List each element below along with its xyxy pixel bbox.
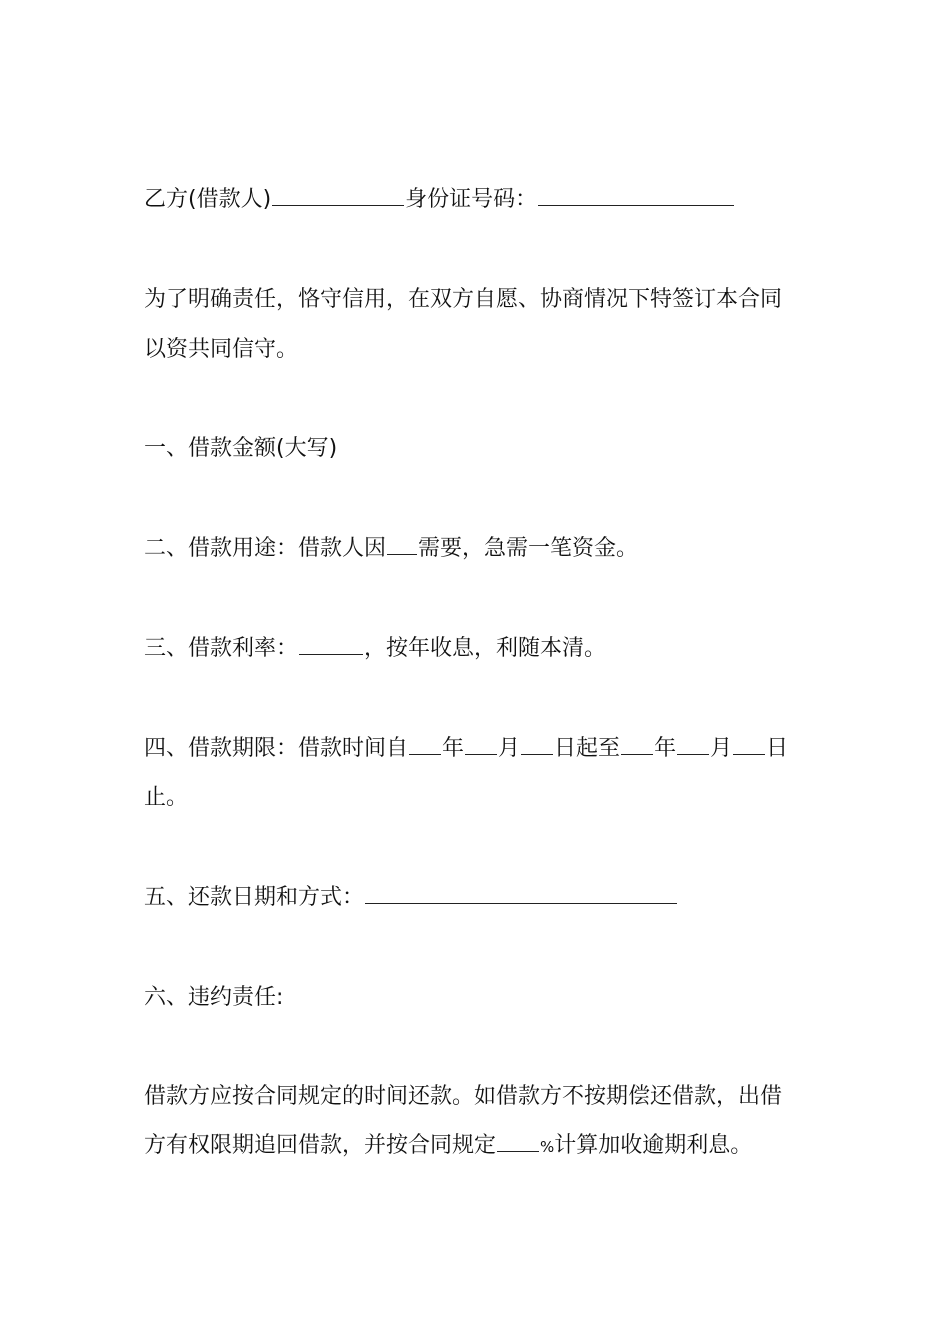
party-b-line <box>144 185 735 215</box>
clause-4-line-2: 止。 <box>144 785 189 810</box>
intro-line-1: 为了明确责任，恪守信用，在双方自愿、协商情况下特签订本合同 <box>144 287 783 312</box>
clause-3-rate <box>144 634 606 664</box>
clause-4-term <box>144 734 788 764</box>
overdue-rate-blank[interactable] <box>497 1131 539 1152</box>
clause-3-prefix: 三、借款利率： <box>144 636 299 661</box>
id-number-blank[interactable] <box>538 185 734 206</box>
clause-6-breach: 六、违约责任: <box>144 985 284 1010</box>
end-month-label: 月 <box>710 736 733 761</box>
clause-4-prefix: 四、借款期限：借款时间自 <box>144 736 409 761</box>
end-year-blank[interactable] <box>621 734 653 755</box>
party-b-label: 乙方(借款人) <box>144 187 272 212</box>
start-day-blank[interactable] <box>521 734 553 755</box>
borrower-name-blank[interactable] <box>272 185 404 206</box>
breach-line-2-prefix: 方有权限期追回借款，并按合同规定 <box>144 1133 497 1158</box>
breach-line-2-suffix: 计算加收逾期利息。 <box>554 1133 753 1158</box>
end-month-blank[interactable] <box>677 734 709 755</box>
clause-2-suffix: 需要，急需一笔资金。 <box>418 536 639 561</box>
clause-5-repayment <box>144 883 678 913</box>
id-number-label: 身份证号码： <box>405 187 538 212</box>
start-month-blank[interactable] <box>465 734 497 755</box>
rate-blank[interactable] <box>299 634 363 655</box>
clause-5-label: 五、还款日期和方式： <box>144 885 365 910</box>
start-year-blank[interactable] <box>409 734 441 755</box>
start-year-label: 年 <box>442 736 465 761</box>
intro-line-2: 以资共同信守。 <box>144 337 299 362</box>
breach-line-2 <box>144 1131 752 1162</box>
end-year-label: 年 <box>654 736 677 761</box>
breach-line-1: 借款方应按合同规定的时间还款。如借款方不按期偿还借款，出借 <box>144 1084 783 1109</box>
clause-1-amount: 一、借款金额(大写) <box>144 436 338 461</box>
clause-2-prefix: 二、借款用途：借款人因 <box>144 536 387 561</box>
start-day-label: 日起至 <box>554 736 621 761</box>
repayment-method-blank[interactable] <box>365 883 677 904</box>
end-day-blank[interactable] <box>733 734 765 755</box>
clause-2-purpose <box>144 534 638 564</box>
start-month-label: 月 <box>498 736 521 761</box>
purpose-blank[interactable] <box>387 534 417 555</box>
end-day-label: 日 <box>766 736 789 761</box>
clause-3-suffix: ，按年收息，利随本清。 <box>364 636 607 661</box>
percent-sign: % <box>540 1138 555 1156</box>
